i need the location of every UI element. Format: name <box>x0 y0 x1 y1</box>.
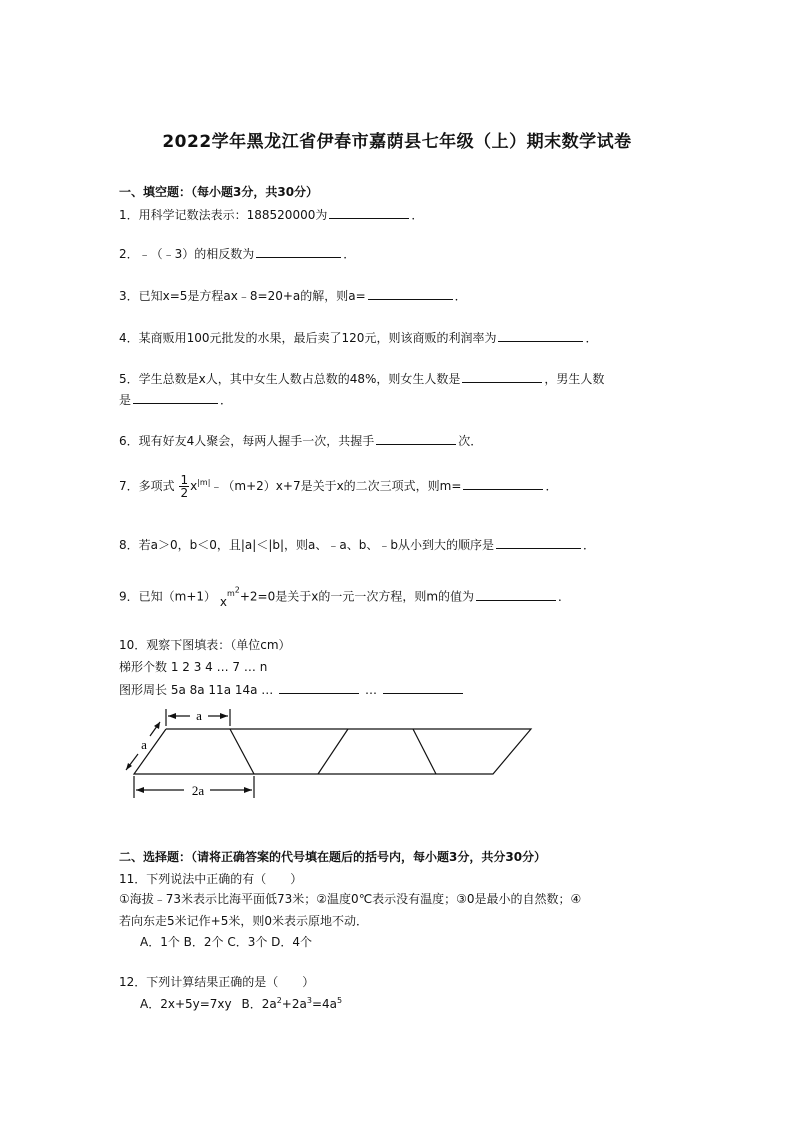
q7-mid: ﹣（m+2）x+7是关于x的二次三项式，则m= <box>210 479 462 493</box>
question-7 <box>119 474 557 499</box>
q5-end: ． <box>220 393 233 407</box>
answer-blank <box>496 536 581 549</box>
q9-mid: +2=0是关于x的一元一次方程，则m的值为 <box>239 589 475 604</box>
question-1 <box>119 206 423 223</box>
question-12-options <box>140 995 342 1012</box>
arrow-top-left <box>168 713 176 719</box>
question-4 <box>119 329 597 346</box>
arrow-side-upper <box>154 722 160 729</box>
q8-end: ． <box>582 538 595 552</box>
answer-blank <box>368 287 453 300</box>
q2-end: ． <box>343 247 356 261</box>
q7-end: ． <box>545 479 558 493</box>
question-11-stem: 11．下列说法中正确的有（ ） <box>119 872 303 886</box>
q4-text: 4．某商贩用100元批发的水果，最后卖了120元，则该商贩的利润率为 <box>119 331 497 345</box>
q9-exponent <box>226 585 240 598</box>
question-10-row2 <box>119 681 465 698</box>
answer-blank <box>462 370 542 383</box>
q3-end: ． <box>454 289 467 303</box>
section1-heading: 一、填空题：（每小题3分，共30分） <box>119 185 319 199</box>
answer-blank <box>279 681 359 694</box>
answer-blank <box>463 477 543 490</box>
q1-text: 1．用科学记数法表示：188520000为 <box>119 208 328 222</box>
q5-line2: 是 <box>119 393 132 407</box>
q6-text: 6．现有好友4人聚会，每两人握手一次，共握手 <box>119 434 375 448</box>
arrow-bottom-left <box>136 787 144 793</box>
question-10-row1: 梯形个数 1 2 3 4 … 7 … n <box>119 660 268 674</box>
q12-option-a: A．2x+5y=7xy <box>140 997 232 1011</box>
label-side-a: a <box>141 737 147 752</box>
arrow-top-right <box>220 713 228 719</box>
question-9 <box>119 585 571 609</box>
answer-blank <box>133 391 218 404</box>
question-3 <box>119 287 467 304</box>
answer-blank <box>376 432 456 445</box>
frac-den: 2 <box>180 486 189 500</box>
q7-exponent: |m| <box>197 478 211 487</box>
question-11-body2: 若向东走5米记作+5米，则0米表示原地不动． <box>119 914 368 928</box>
question-2 <box>119 245 355 262</box>
q4-end: ． <box>585 331 598 345</box>
q9-exp-m: m <box>226 588 235 598</box>
q12-b-exp1: 2 <box>276 996 282 1005</box>
q1-end: ． <box>411 208 424 222</box>
figure-divider-1 <box>230 729 254 774</box>
figure-divider-2 <box>318 729 348 774</box>
q9-prefix: 9．已知（m+1） <box>119 589 217 604</box>
label-bottom-2a: 2a <box>191 783 205 798</box>
q9-exp-2: 2 <box>234 585 240 594</box>
question-5-line2 <box>119 391 232 408</box>
figure-divider-3 <box>413 729 436 774</box>
question-5 <box>119 370 604 387</box>
answer-blank <box>498 329 583 342</box>
q9-x: x <box>219 594 227 609</box>
q5-text: 5．学生总数是x人，其中女生人数占总数的48%，则女生人数是 <box>119 372 461 386</box>
q12-option-b <box>241 997 342 1011</box>
question-6 <box>119 432 482 449</box>
answer-blank <box>383 681 463 694</box>
q12-b-mid2: =4a <box>311 997 337 1011</box>
question-12-stem: 12．下列计算结果正确的是（ ） <box>119 975 315 989</box>
q8-text: 8．若a＞0，b＜0，且|a|＜|b|，则a、﹣a、b、﹣b从小到大的顺序是 <box>119 538 494 552</box>
trapezoid-figure <box>118 704 538 804</box>
q12-b-exp3: 5 <box>336 996 343 1005</box>
q3-text: 3．已知x=5是方程ax﹣8=20+a的解，则a= <box>119 289 366 303</box>
q2-text: 2．﹣（﹣3）的相反数为 <box>119 247 255 261</box>
frac-num: 1 <box>180 473 189 487</box>
q7-prefix: 7．多项式 <box>119 479 175 493</box>
q7-x: x <box>190 479 198 493</box>
answer-blank <box>256 245 341 258</box>
q9-end: ． <box>558 589 571 604</box>
q12-b-exp2: 3 <box>306 996 312 1005</box>
question-11-options: A．1个 B．2个 C．3个 D．4个 <box>140 935 313 949</box>
q10-dots: … <box>364 683 377 697</box>
question-8 <box>119 536 595 553</box>
arrow-bottom-right <box>244 787 252 793</box>
fraction-one-half <box>179 474 189 499</box>
q12-b-prefix: B．2a <box>241 997 277 1011</box>
label-top-a: a <box>196 708 202 723</box>
q10-row2-text: 图形周长 5a 8a 11a 14a … <box>119 683 274 697</box>
question-11-body1: ①海拔﹣73米表示比海平面低73米；②温度0℃表示没有温度；③0是最小的自然数；④ <box>119 892 582 906</box>
q12-b-mid: +2a <box>281 997 307 1011</box>
q5-mid: ，男生人数 <box>544 372 605 386</box>
q6-end: 次． <box>458 434 483 448</box>
section2-heading: 二、选择题：（请将正确答案的代号填在题后的括号内，每小题3分，共分30分） <box>119 850 547 864</box>
answer-blank <box>476 588 556 601</box>
exam-title: 2022学年黑龙江省伊春市嘉荫县七年级（上）期末数学试卷 <box>162 132 632 152</box>
question-10-title: 10．观察下图填表：（单位cm） <box>119 638 291 652</box>
answer-blank <box>329 206 409 219</box>
